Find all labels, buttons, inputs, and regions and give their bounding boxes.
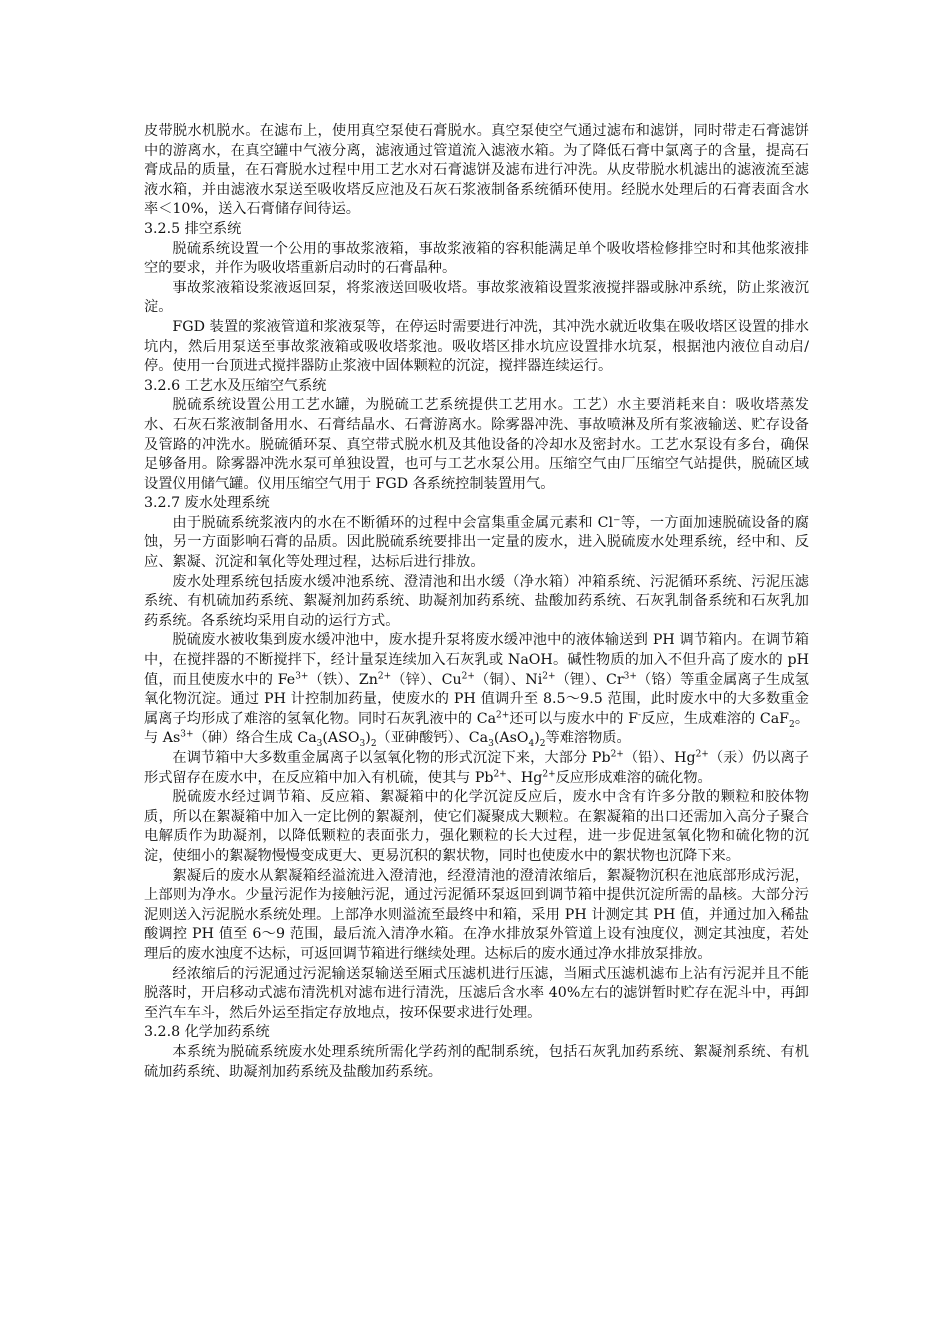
heading-3-2-7: 3.2.7 废水处理系统 [144, 495, 270, 512]
document-body [144, 122, 809, 1082]
paragraph-flocculation: 脱硫废水经过调节箱、反应箱、絮凝箱中的化学沉淀反应后，废水中含有许多分散的颗粒和胶体物质，所以在絮凝箱中加入一定比例的絮凝剂，使它们凝聚成大颗粒。在絮凝箱的出口还需加入高分子聚合电解质作为助凝剂，以降低颗粒的表面张力，强化颗粒的长大过程，进一步促进氢氧化物和硫化物的沉淀，使细小的絮凝物慢慢变成更大、更易沉积的絮状物，同时也使废水中的絮状物也沉降下来。 [144, 789, 809, 864]
paragraph-gypsum-dewatering: 皮带脱水机脱水。在滤布上，使用真空泵使石膏脱水。真空泵使空气通过滤布和滤饼，同时带走石膏滤饼中的游离水，在真空罐中气液分离，滤液通过管道流入滤液水箱。为了降低石膏中氯离子的含量，提高石膏成品的质量，在石膏脱水过程中用工艺水对石膏滤饼及滤布进行冲洗。从皮带脱水机滤出的滤液流至滤液水箱，并由滤液水泵送至吸收塔反应池及石灰石浆液制备系统循环使用。经脱水处理后的石膏表面含水率＜10%，送入石膏储存间待运。 [144, 123, 809, 218]
paragraph-emergency-tank: 脱硫系统设置一个公用的事故浆液箱，事故浆液箱的容积能满足单个吸收塔检修排空时和其他浆液排空的要求，并作为吸收塔重新启动时的石膏晶种。 [144, 240, 809, 277]
heading-3-2-6: 3.2.6 工艺水及压缩空气系统 [144, 377, 327, 394]
heading-3-2-5: 3.2.5 排空系统 [144, 220, 242, 237]
paragraph-wastewater-intro: 由于脱硫系统浆液内的水在不断循环的过程中会富集重金属元素和 Cl⁻等，一方面加速脱硫设备的腐蚀，另一方面影响石膏的品质。因此脱硫系统要排出一定量的废水，进入脱硫废水处理系统，经中和、反应、絮凝、沉淀和氧化等处理过程，达标后进行排放。 [144, 514, 809, 571]
paragraph-wastewater-subsystems: 废水处理系统包括废水缓冲池系统、澄清池和出水缓（净水箱）冲箱系统、污泥循环系统、污泥压滤系统、有机硫加药系统、絮凝剂加药系统、助凝剂加药系统、盐酸加药系统、石灰乳制备系统和石灰乳加药系统。各系统均采用自动的运行方式。 [144, 573, 809, 629]
heading-3-2-8: 3.2.8 化学加药系统 [144, 1024, 270, 1041]
paragraph-heavy-metals: 在调节箱中大多数重金属离子以氢氧化物的形式沉淀下来，大部分 $Pb^{2+}$（铅）、$Hg^{2+}$（汞）仍以离子形式留存在废水中，在反应箱中加入有机硫，使其与 $Pb^{2+}$、$Hg^{2+}$反应形成难溶的硫化物。 [144, 749, 809, 786]
paragraph-return-pump: 事故浆液箱设浆液返回泵，将浆液送回吸收塔。事故浆液箱设置浆液搅拌器或脉冲系统，防止浆液沉淀。 [144, 279, 809, 316]
paragraph-clarifier: 絮凝后的废水从絮凝箱经溢流进入澄清池，经澄清池的澄清浓缩后，絮凝物沉积在池底部形成污泥，上部则为净水。少量污泥作为接触污泥，通过污泥循环泵返回到调节箱中提供沉淀所需的晶核。大部分污泥则送入污泥脱水系统处理。上部净水则溢流至最终中和箱，采用 PH 计测定其 PH 值，并通过加入稀盐酸调控 PH 值至 6～9 范围，最后流入清净水箱。在净水排放泵外管道上设有浊度仪，测定其浊度，若处理后的废水浊度不达标，可返回调节箱进行继续处理。达标后的废水通过净水排放泵排放。 [144, 867, 809, 962]
paragraph-process-water: 脱硫系统设置公用工艺水罐，为脱硫工艺系统提供工艺用水。工艺）水主要消耗来自：吸收塔蒸发水、石灰石浆液制备用水、石膏结晶水、石膏游离水。除雾器冲洗、事故喷淋及所有浆液输送、贮存设备及管路的冲洗水。脱硫循环泵、真空带式脱水机及其他设备的冷却水及密封水。工艺水泵设有多台，确保足够备用。除雾器冲洗水泵可单独设置，也可与工艺水泵公用。压缩空气由厂压缩空气站提供，脱硫区域设置仪用储气罐。仪用压缩空气用于 FGD 各系统控制装置用气。 [144, 397, 809, 492]
paragraph-ph-adjustment: 脱硫废水被收集到废水缓冲池中，废水提升泵将废水缓冲池中的液体输送到 PH 调节箱内。在调节箱中，在搅拌器的不断搅拌下，经计量泵连续加入石灰乳或 NaOH。碱性物质的加入不但升高了废水的 pH 值，而且使废水中的 $Fe^{3+}$（铁）、$Zn^{2+}$（锌）、$Cu^{2+}$（铜）、$Ni^{2+}$（锂）、$Cr^{3+}$（铬）等重金属离子生成氢氧化物沉淀。通过 PH 计控制加药量，使废水的 PH 值调升至 8.5～9.5 范围，此时废水中的大多数重金属离子均形成了难溶的氢氧化物。同时石灰乳液中的 $Ca^{2+}$还可以与废水中的 F-反应，生成难溶的 CaF$_2$。与 $As^{3+}$（砷）络合生成 $Ca_3(ASO_3)_2$（亚砷酸钙）、$Ca_3(AsO_4)_2$等难溶物质。 [144, 632, 810, 750]
paragraph-sludge-press: 经浓缩后的污泥通过污泥输送泵输送至厢式压滤机进行压滤，当厢式压滤机滤布上沾有污泥并且不能脱落时，开启移动式滤布清洗机对滤布进行清洗，压滤后含水率 40%左右的滤饼暂时贮存在泥斗中，再卸至汽车车斗，然后外运至指定存放地点，按环保要求进行处理。 [144, 965, 809, 1021]
paragraph-fgd-flushing: FGD 装置的浆液管道和浆液泵等，在停运时需要进行冲洗，其冲洗水就近收集在吸收塔区设置的排水坑内，然后用泵送至事故浆液箱或吸收塔浆池。吸收塔区排水坑应设置排水坑泵，根据池内液位自动启/停。使用一台顶进式搅拌器防止浆液中固体颗粒的沉淀，搅拌器连续运行。 [144, 318, 809, 375]
paragraph-chemical-dosing: 本系统为脱硫系统废水处理系统所需化学药剂的配制系统，包括石灰乳加药系统、絮凝剂系统、有机硫加药系统、助凝剂加药系统及盐酸加药系统。 [144, 1043, 809, 1080]
